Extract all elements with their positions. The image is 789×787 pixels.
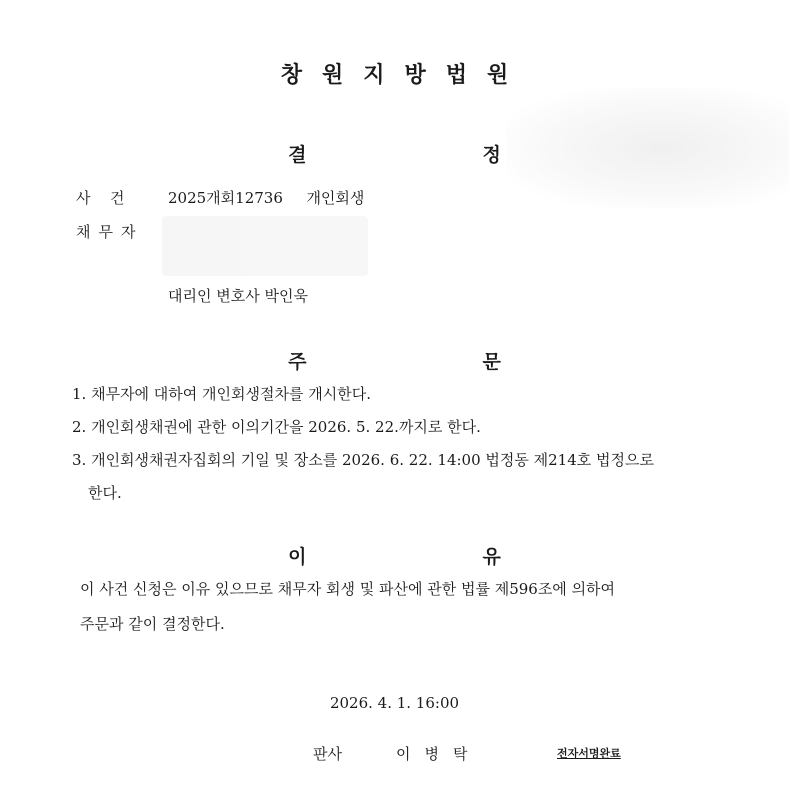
decision-heading-right: 정 [482,144,501,166]
e-signature-status: 전자서명완료 [557,747,621,760]
order-line-3: 3. 개인회생채권자집회의 기일 및 장소를 2026. 6. 22. 14:00 법정동 제214호 법정으로 [72,451,654,469]
decision-heading-left: 결 [288,144,307,166]
order-line-1: 1. 채무자에 대하여 개인회생절차를 개시한다. [72,385,371,403]
court-name: 창원지방법원 [280,63,529,88]
decision-heading [0,140,789,167]
redacted-debtor-name [162,216,368,276]
case-label-1: 사 [76,189,91,207]
case-value [168,187,364,208]
decision-date: 2026. 4. 1. 16:00 [329,694,460,712]
case-label-2: 건 [110,189,125,207]
reason-heading-right: 유 [482,546,501,568]
case-label [76,187,125,208]
debtor-attorney: 대리인 변호사 박인욱 [168,287,308,305]
case-number: 2025개회12736 [168,189,283,207]
order-line-3-cont: 한다. [88,484,122,502]
debtor-label: 채무자 [76,223,144,241]
judge-title: 판사 [313,745,342,763]
reason-heading [0,542,789,569]
reason-line-2: 주문과 같이 결정한다. [80,615,225,633]
order-heading-right: 문 [482,351,501,373]
order-heading [0,347,789,374]
reason-heading-left: 이 [288,546,307,568]
order-line-2: 2. 개인회생채권에 관한 이의기간을 2026. 5. 22.까지로 한다. [72,418,481,436]
case-type: 개인회생 [306,189,365,207]
order-heading-left: 주 [288,351,307,373]
judge-name: 이병탁 [396,745,482,763]
reason-line-1: 이 사건 신청은 이유 있으므로 채무자 회생 및 파산에 관한 법률 제596조에 의하여 [80,580,616,598]
